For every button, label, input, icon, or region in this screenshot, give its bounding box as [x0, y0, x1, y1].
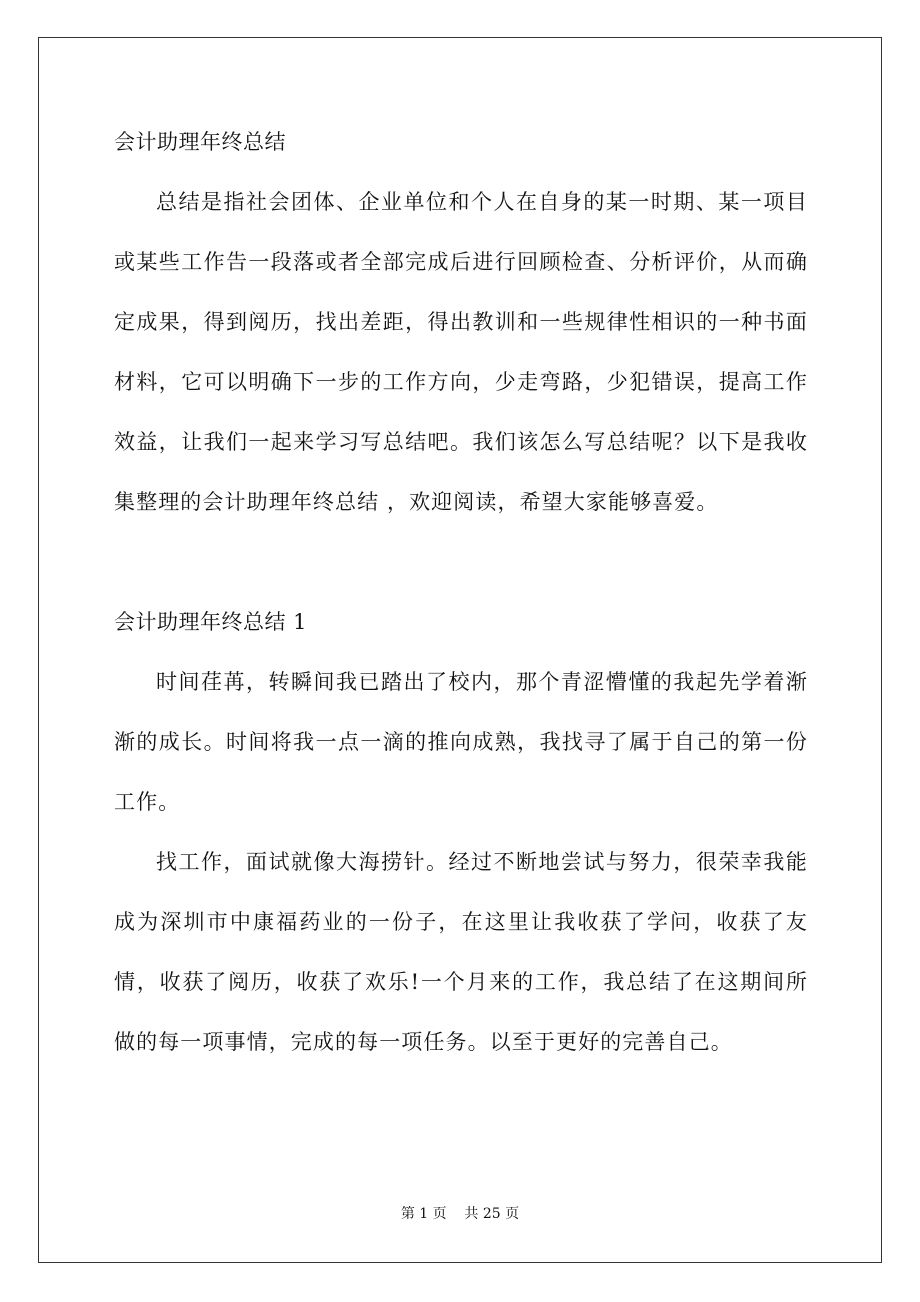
document-title: 会计助理年终总结 [114, 130, 286, 154]
body-paragraph-1: 时间荏苒，转瞬间我已踏出了校内，那个青涩懵懂的我起先学着渐渐的成长。时间将我一点一滴的推向成熟，我找寻了属于自己的第一份工作。 [114, 670, 808, 814]
page-footer [0, 1204, 920, 1224]
page-number: 第 1 页 共 25 页 [400, 1206, 520, 1222]
document-body [114, 112, 808, 1072]
section-gap [114, 532, 808, 592]
intro-paragraph: 总结是指社会团体、企业单位和个人在自身的某一时期、某一项目或某些工作告一段落或者全部完成后进行回顾检查、分析评价，从而确定成果，得到阅历，找出差距，得出教训和一些规律性相识的一种书面材料，它可以明确下一步的工作方向，少走弯路，少犯错误，提高工作效益，让我们一起来学习写总结吧。我们该怎么写总结呢？以下是我收集整理的会计助理年终总结 ，欢迎阅读，希望大家能够喜爱。 [114, 190, 808, 514]
body-paragraph-2: 找工作，面试就像大海捞针。经过不断地尝试与努力，很荣幸我能成为深圳市中康福药业的一份子，在这里让我收获了学问，收获了友情，收获了阅历，收获了欢乐!一个月来的工作，我总结了在这期间所做的每一项事情，完成的每一项任务。以至于更好的完善自己。 [114, 850, 808, 1054]
section-title: 会计助理年终总结 1 [114, 610, 308, 634]
